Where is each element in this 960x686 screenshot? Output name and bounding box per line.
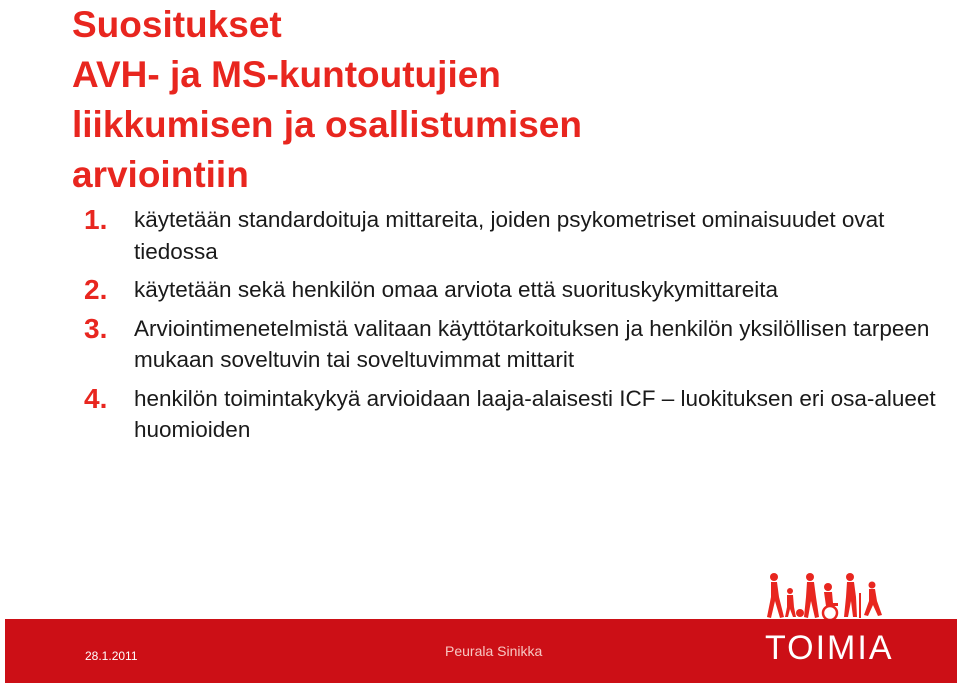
item-number: 3.: [84, 312, 108, 344]
list-item: [80, 204, 940, 267]
list-item: [80, 383, 940, 446]
title-line-1: Suositukset: [72, 4, 282, 45]
item-text: käytetään sekä henkilön omaa arviota että suorituskykymittareita: [134, 277, 779, 302]
toimia-logo: TOIMIA: [765, 629, 894, 667]
item-number: 2.: [84, 274, 108, 305]
people-figures-icon: [764, 571, 884, 621]
item-number: 1.: [84, 204, 108, 235]
footer-bar: [5, 619, 957, 683]
list-item: [80, 274, 940, 306]
footer-date: 28.1.2011: [85, 649, 138, 663]
item-number: 4.: [84, 382, 108, 414]
item-text: käytetään standardoituja mittareita, joiden psykometriset ominaisuudet ovat tiedossa: [134, 207, 885, 264]
list-item: [80, 313, 940, 376]
title-line-4: arviointiin: [72, 154, 249, 195]
slide-title: [72, 0, 932, 200]
footer-author: Peurala Sinikka: [445, 643, 543, 659]
item-text: henkilön toimintakykyä arvioidaan laaja-alaisesti ICF – luokituksen eri osa-alueet huomioiden: [134, 385, 936, 442]
title-line-2: AVH- ja MS-kuntoutujien: [72, 54, 501, 95]
recommendation-list: [80, 204, 940, 453]
title-line-3: liikkumisen ja osallistumisen: [72, 104, 582, 145]
item-text: Arviointimenetelmistä valitaan käyttötarkoituksen ja henkilön yksilöllisen tarpeen mukaan soveltuvin tai soveltuvimmat mittarit: [134, 315, 930, 372]
